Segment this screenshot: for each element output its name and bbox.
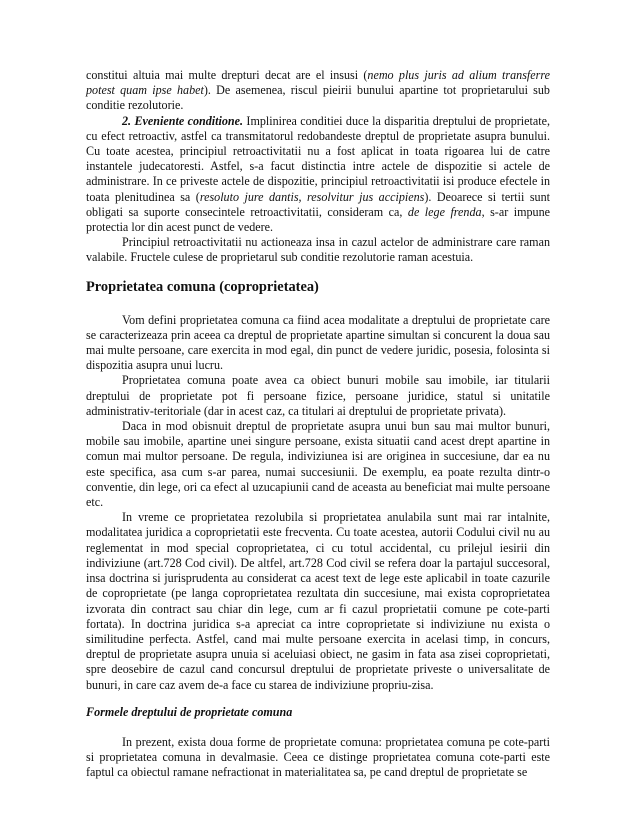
subsection-title: Formele dreptului de proprietate comuna <box>86 704 293 719</box>
paragraph-6: Daca in mod obisnuit dreptul de proprietate asupra unui bun sau mai multor bunuri, mobile sau imobile, apartine unei singure persoane, exista situatii cand acest drept apartine in comun mai multor persoane. De regula, indiviziunea isi are originea in succesiune, dar ea nu este specifica, asa cum s-ar parea, numai succesiunii. De exemplu, ea poate rezulta dintr-o conventie, din lege, ori ca efect al uzucapiunii cand de aceasta au beneficiat mai multe persoane etc. <box>86 419 550 510</box>
section-title: Proprietatea comuna (coproprietatea) <box>86 278 319 295</box>
paragraph-4: Vom defini proprietatea comuna ca fiind acea modalitate a dreptului de proprietate care se caracterizeaza prin aceea ca dreptul de proprietate apartine simultan si concurent la doua sau mai multe persoane, care exercita in mod egal, din punct de vedere juridic, posesia, folosinta si dispozitia asupra unui lucru. <box>86 312 550 373</box>
document-page <box>86 68 550 781</box>
paragraph-1: constitui altuia mai multe drepturi decat are el insusi (nemo plus juris ad alium transferre potest quam ipse habet). De asemenea, riscul pieirii bunului apartine tot proprietarului sub conditie rezolutorie. <box>86 68 550 113</box>
paragraph-7: In vreme ce proprietatea rezolubila si proprietatea anulabila sunt mai rar intalnite, modalitatea juridica a coproprietatii este frecventa. Cu toate acestea, autorii Codului civil nu au reglementat in mod special coproprietatea, ci cu totul accidental, cu prilejul iesirii din indiviziune (art.728 Cod civil). De altfel, art.728 Cod civil se refera doar la partajul succesoral, insa doctrina si jurisprudenta au considerat ca acest text de lege este aplicabil in toate cazurile de coproprietate (pe langa coproprietatea rezultata din succesiune, mai exista coproprietatea izvorata din contract sau chiar din lege, cum ar fi cazul proprietatii comune pe cote-parti fortata). In doctrina juridica s-a apreciat ca intre coproprietate si indiviziune nu exista o similitudine perfecta. Astfel, cand mai multe persoane exercita in acelasi timp, in concurs, dreptul de proprietate asupra unuia si aceluiasi obiect, ne gasim in fata asa zisei coproprietati, spre deosebire de cazul cand concursul dreptului de proprietate priveste o universalitate de bunuri, in care caz avem de-a face cu starea de indiviziune propriu-zisa. <box>86 510 550 692</box>
paragraph-2: 2. Eveniente conditione. Implinirea conditiei duce la disparitia dreptului de proprietate, cu efect retroactiv, astfel ca transmitatorul redobandeste dreptul de proprietate asupra bunului. Cu toate acestea, principiul retroactivitatii nu a fost aplicat in toata rigoarea lui de catre instantele judecatoresti. Astfel, s-a facut distinctia intre actele de dispozitie si actele de administrare. In ce priveste actele de dispozitie, principiul retroactivitatii isi produce efectele in toata plenitudinea sa (resoluto jure dantis, resolvitur jus accipiens). Deoarece si tertii sunt obligati sa suporte consecintele retroactivitatii, consideram ca, de lege frenda, s-ar impune protectia lor din acest punct de vedere. <box>86 113 551 235</box>
paragraph-5: Proprietatea comuna poate avea ca obiect bunuri mobile sau imobile, iar titularii dreptului de proprietate pot fi persoane fizice, persoane juridice, statul si unitatile administrativ-teritoriale (dar in acest caz, ca titulari ai dreptului de proprietate privata). <box>86 373 550 418</box>
latin-maxim: resoluto jure dantis, resolvitur jus accipiens <box>199 189 425 204</box>
paragraph-3: Principiul retroactivitatii nu actioneaza insa in cazul actelor de administrare care raman valabile. Fructele culese de proprietarul sub conditie rezolutorie raman acestuia. <box>86 235 550 265</box>
latin-phrase: de lege frenda <box>407 204 482 219</box>
latin-maxim: nemo plus juris ad alium transferre potest quam ipse habet <box>86 68 550 98</box>
paragraph-8: In prezent, exista doua forme de proprietate comuna: proprietatea comuna pe cote-parti si proprietatea comuna in devalmasie. Ceea ce distinge proprietatea comuna cote-parti este faptul ca obiectul ramane nefractionat in materialitatea sa, pe cand dreptul de proprietate se <box>86 734 550 780</box>
paragraph-heading: 2. Eveniente conditione. <box>122 113 244 128</box>
